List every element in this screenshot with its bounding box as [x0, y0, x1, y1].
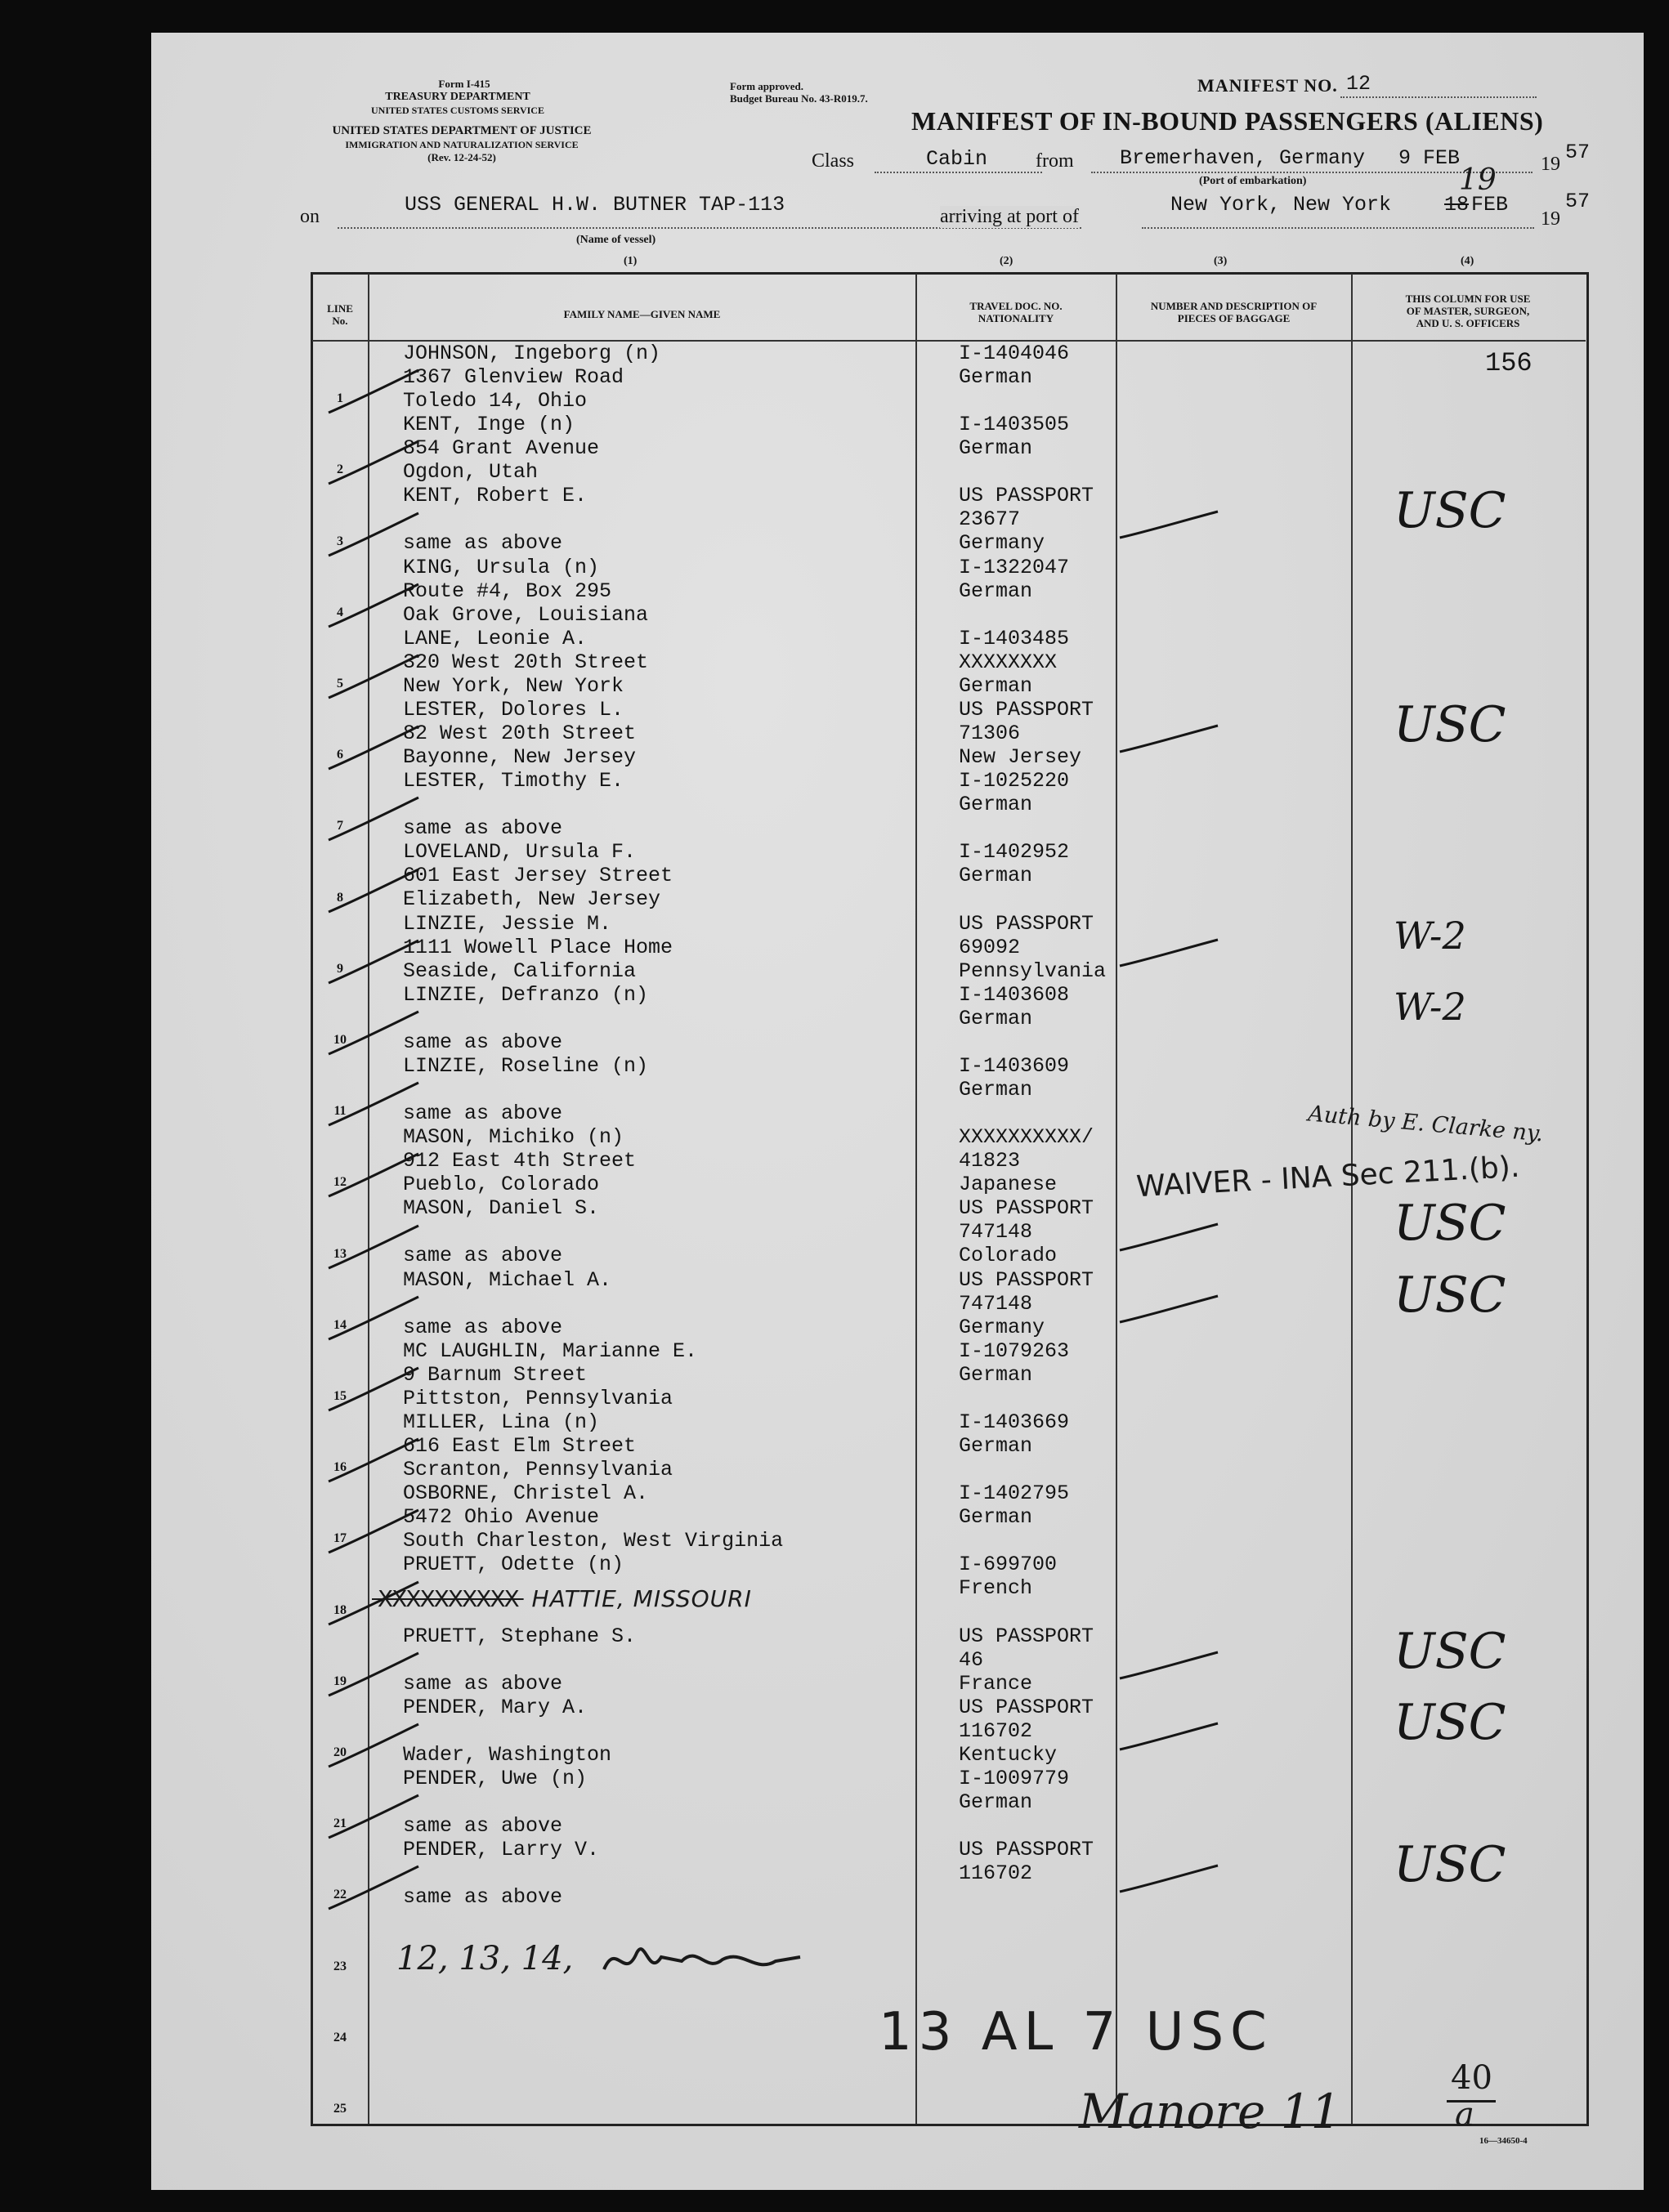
line18-address-handwritten [372, 1585, 752, 1612]
travel-doc-line: Pennsylvania [959, 959, 1107, 983]
line-number: 8 [337, 890, 343, 905]
table-row [151, 1412, 1582, 1483]
arrival-port: New York, New York [1170, 193, 1392, 217]
from-year-prefix: 19 [1541, 154, 1560, 175]
table-row [151, 1982, 1582, 2053]
passenger-address: Seaside, California [403, 959, 637, 983]
arrival-month: FEB [1471, 193, 1509, 217]
passenger-address: same as above [403, 1102, 563, 1125]
passenger-address: 82 West 20th Street [403, 722, 637, 745]
passenger-address: Elizabeth, New Jersey [403, 887, 661, 912]
passenger-name: LOVELAND, Ursula F. [403, 840, 637, 865]
arrival-year-suffix: 57 [1565, 190, 1591, 213]
officer-note: USC [1394, 1836, 1506, 1894]
form-approved: Form approved. [730, 80, 804, 92]
table-row [151, 628, 1582, 699]
officer-note: W-2 [1394, 984, 1466, 1029]
passenger-address: same as above [403, 816, 563, 841]
passenger-address: 912 East 4th Street [403, 1149, 637, 1173]
travel-doc-line: US PASSPORT [959, 1196, 1094, 1221]
baggage-dash-stroke [1116, 1717, 1222, 1758]
travel-doc-line: US PASSPORT [959, 1267, 1094, 1292]
table-row [151, 982, 1582, 1056]
officer-note: W-2 [1394, 913, 1466, 958]
officer-note: 156 [1485, 348, 1533, 378]
table-row [151, 911, 1582, 985]
hdr-baggage: NUMBER AND DESCRIPTION OF PIECES OF BAGGAGE [1150, 300, 1318, 324]
col-num-2: (2) [1000, 255, 1013, 267]
passenger-address: Route #4, Box 295 [403, 579, 612, 603]
travel-doc-line: 747148 [959, 1220, 1033, 1245]
line-number: 19 [333, 1674, 347, 1688]
travel-doc-line: 46 [959, 1647, 984, 1672]
line-number: 25 [333, 2101, 347, 2116]
travel-doc-line: US PASSPORT [959, 698, 1094, 722]
travel-doc-line: Kentucky [959, 1742, 1058, 1767]
baggage-dash-stroke [1116, 1218, 1222, 1258]
travel-doc-line: I-1403669 [959, 1410, 1070, 1434]
travel-doc-line: Germany [959, 1315, 1045, 1339]
footer-code: 16—34650-4 [1479, 2136, 1528, 2146]
officer-note: USC [1394, 1693, 1506, 1751]
hdr-line-no: LINE No. [327, 302, 353, 327]
line-number: 2 [337, 463, 343, 477]
col-num-1: (1) [624, 255, 638, 267]
table-row [151, 1266, 1582, 1341]
baggage-dash-stroke [1116, 933, 1222, 974]
travel-doc-line: German [959, 1505, 1033, 1530]
travel-doc-line: Japanese [959, 1173, 1058, 1197]
passenger-address: Ogdon, Utah [403, 460, 539, 485]
travel-doc-line: XXXXXXXXXX/ [959, 1125, 1094, 1150]
travel-doc-line: I-1025220 [959, 769, 1070, 793]
ins-label: IMMIGRATION AND NATURALIZATION SERVICE [345, 139, 579, 150]
arrival-day-handwritten: 19 [1459, 163, 1497, 197]
passenger-name: KENT, Inge (n) [403, 413, 575, 437]
travel-doc-line: I-1402795 [959, 1481, 1070, 1506]
baggage-dash-stroke [1116, 1646, 1222, 1687]
summary-fraction-top: 40 [1451, 2059, 1492, 2097]
line-number: 10 [333, 1032, 347, 1047]
travel-doc-line: I-1402952 [959, 840, 1070, 865]
passenger-address: Toledo 14, Ohio [403, 389, 588, 413]
class-label: Class [812, 150, 855, 172]
passenger-address: Oak Grove, Louisiana [403, 602, 649, 627]
manifest-no-label: MANIFEST NO. [1197, 75, 1338, 96]
travel-doc-line: I-1403485 [959, 626, 1070, 650]
travel-doc-line: I-1322047 [959, 555, 1070, 579]
passenger-name: PRUETT, Odette (n) [403, 1553, 624, 1577]
from-year-suffix: 57 [1565, 141, 1591, 164]
col-num-3: (3) [1214, 255, 1228, 267]
line-number: 4 [337, 605, 343, 619]
manifest-sheet [151, 33, 1644, 2190]
line-number: 18 [333, 1602, 347, 1617]
passenger-address: same as above [403, 1671, 563, 1696]
passenger-address: New York, New York [403, 673, 624, 698]
travel-doc-line: German [959, 673, 1033, 698]
travel-doc-line: German [959, 1362, 1033, 1387]
table-row [151, 842, 1582, 913]
port-embark-label: (Port of embarkation) [1199, 175, 1307, 187]
travel-doc-line: Germany [959, 531, 1045, 556]
passenger-address: same as above [403, 1030, 563, 1054]
passenger-address: Bayonne, New Jersey [403, 745, 637, 769]
summary-handwritten-1: 13 AL 7 USC [879, 2002, 1273, 2062]
vessel-label: (Name of vessel) [576, 234, 656, 246]
table-row [151, 771, 1582, 842]
travel-doc-line: German [959, 1434, 1033, 1458]
baggage-dash-stroke [1116, 1289, 1222, 1330]
table-row [151, 1483, 1582, 1554]
travel-doc-line: I-1009779 [959, 1767, 1070, 1790]
class-underline [875, 172, 1042, 173]
line-number: 9 [337, 961, 343, 976]
doj-label: UNITED STATES DEPARTMENT OF JUSTICE [332, 124, 592, 137]
passenger-name: MASON, Michael A. [403, 1267, 612, 1292]
passenger-address: same as above [403, 1315, 563, 1339]
table-row [151, 1836, 1582, 1910]
line12-remark-waiver: WAIVER - INA Sec 211.(b). [1135, 1150, 1521, 1204]
travel-doc-line: XXXXXXXX [959, 650, 1058, 674]
travel-doc-line: Colorado [959, 1244, 1058, 1268]
table-row [151, 1195, 1582, 1269]
table-row [151, 1622, 1582, 1697]
line-number: 23 [333, 1959, 347, 1973]
passenger-address: same as above [403, 1814, 563, 1838]
passenger-name: LINZIE, Roseline (n) [403, 1054, 649, 1078]
passenger-name: MILLER, Lina (n) [403, 1410, 600, 1434]
table-row [151, 1693, 1582, 1768]
travel-doc-line: German [959, 1790, 1033, 1814]
travel-doc-line: I-699700 [959, 1553, 1058, 1577]
passenger-address: 616 East Elm Street [403, 1434, 637, 1458]
line-number: 21 [333, 1817, 347, 1831]
customs-service: UNITED STATES CUSTOMS SERVICE [371, 105, 544, 116]
line23-lines: 12, 13, 14, [396, 1940, 574, 1977]
table-row [151, 557, 1582, 628]
table-row [151, 482, 1582, 556]
line-number: 24 [333, 2030, 347, 2044]
line18-address: HATTIE, MISSOURI [531, 1585, 752, 1612]
travel-doc-line: I-1079263 [959, 1338, 1070, 1363]
line-number: 3 [337, 534, 343, 548]
officer-note: USC [1394, 1195, 1506, 1253]
class-value: Cabin [926, 147, 988, 171]
travel-doc-line: German [959, 1006, 1033, 1030]
line-number: 11 [333, 1104, 347, 1119]
table-row [151, 1910, 1582, 1982]
travel-doc-line: German [959, 793, 1033, 817]
travel-doc-line: US PASSPORT [959, 911, 1094, 936]
table-row [151, 343, 1582, 414]
travel-doc-line: French [959, 1576, 1033, 1601]
line-number: 12 [333, 1175, 347, 1190]
passenger-name: LINZIE, Defranzo (n) [403, 982, 649, 1007]
officer-note: USC [1394, 696, 1506, 753]
passenger-name: LANE, Leonie A. [403, 626, 588, 650]
travel-doc-line: German [959, 579, 1033, 603]
vessel-name: USS GENERAL H.W. BUTNER TAP-113 [405, 193, 785, 217]
passenger-address: 854 Grant Avenue [403, 436, 600, 461]
travel-doc-line: 41823 [959, 1149, 1021, 1173]
line-number: 7 [337, 819, 343, 833]
passenger-name: KING, Ursula (n) [403, 555, 600, 579]
signature-scrawl [600, 1937, 804, 1986]
passenger-name: PENDER, Uwe (n) [403, 1767, 588, 1790]
travel-doc-line: I-1403609 [959, 1054, 1070, 1078]
passenger-address: Pueblo, Colorado [403, 1173, 600, 1197]
manifest-no-underline [1340, 96, 1537, 98]
arrival-underline [1142, 227, 1534, 229]
arrival-year-prefix: 19 [1541, 208, 1560, 230]
travel-doc-line: France [959, 1671, 1033, 1696]
form-number: Form I-415 [438, 78, 490, 90]
line-number: 1 [337, 391, 343, 406]
hdr-travel-doc: TRAVEL DOC. NO. NATIONALITY [969, 300, 1063, 324]
manifest-title: MANIFEST OF IN-BOUND PASSENGERS (ALIENS) [911, 106, 1544, 136]
treasury-dept: TREASURY DEPARTMENT [385, 91, 530, 103]
travel-doc-line: US PASSPORT [959, 1624, 1094, 1648]
travel-doc-line: German [959, 864, 1033, 888]
table-row [151, 1554, 1582, 1625]
table-row [151, 2053, 1582, 2125]
passenger-name: MASON, Daniel S. [403, 1196, 600, 1221]
passenger-address: 601 East Jersey Street [403, 864, 673, 888]
line-number: 15 [333, 1388, 347, 1403]
hdr-family-name: FAMILY NAME—GIVEN NAME [563, 308, 721, 320]
travel-doc-line: I-1403608 [959, 982, 1070, 1007]
revision-label: (Rev. 12-24-52) [427, 151, 496, 163]
travel-doc-line: 69092 [959, 935, 1021, 959]
line-number: 14 [333, 1317, 347, 1332]
on-label: on [300, 206, 320, 227]
passenger-address: same as above [403, 531, 563, 556]
travel-doc-line: I-1403505 [959, 413, 1070, 437]
from-date: 9 FEB [1398, 146, 1461, 170]
travel-doc-line: 23677 [959, 507, 1021, 532]
line12-remark-auth: Auth by E. Clarke ny. [1307, 1101, 1545, 1147]
travel-doc-line: 71306 [959, 722, 1021, 745]
line18-struck-text: ​ XXXXXXXXXX [372, 1585, 524, 1612]
travel-doc-line: German [959, 436, 1033, 461]
passenger-address: 320 West 20th Street [403, 650, 649, 674]
passenger-address: Pittston, Pennsylvania [403, 1386, 673, 1410]
passenger-address: 1367 Glenview Road [403, 365, 624, 389]
line-number: 6 [337, 748, 343, 762]
travel-doc-line: 116702 [959, 1718, 1033, 1743]
line23-handwritten [396, 1937, 804, 1986]
manifest-no-value: 12 [1346, 72, 1371, 96]
passenger-name: PRUETT, Stephane S. [403, 1624, 637, 1648]
line-number: 13 [333, 1246, 347, 1261]
baggage-dash-stroke [1116, 1859, 1222, 1900]
line-number: 20 [333, 1745, 347, 1759]
officer-note: USC [1394, 1622, 1506, 1680]
passenger-address: 5472 Ohio Avenue [403, 1505, 600, 1530]
passenger-address: Wader, Washington [403, 1742, 612, 1767]
travel-doc-line: 116702 [959, 1861, 1033, 1886]
col-num-4: (4) [1461, 255, 1474, 267]
hdr-officers: THIS COLUMN FOR USE OF MASTER, SURGEON, AND U. S. OFFICERS [1405, 293, 1531, 329]
passenger-name: MASON, Michiko (n) [403, 1125, 624, 1150]
travel-doc-line: German [959, 1078, 1033, 1102]
travel-doc-line: I-1404046 [959, 342, 1070, 365]
baggage-dash-stroke [1116, 719, 1222, 760]
passenger-address: Scranton, Pennsylvania [403, 1458, 673, 1481]
line-number: 17 [333, 1531, 347, 1546]
passenger-name: JOHNSON, Ingeborg (n) [403, 342, 661, 365]
passenger-address: 1111 Wowell Place Home [403, 935, 673, 959]
passenger-address: South Charleston, West Virginia [403, 1529, 784, 1553]
travel-doc-line: US PASSPORT [959, 1838, 1094, 1862]
passenger-name: LESTER, Timothy E. [403, 769, 624, 793]
passenger-address: same as above [403, 1244, 563, 1268]
check-mark-stroke [324, 1860, 423, 1917]
officer-note: USC [1394, 482, 1506, 540]
arriving-label: arriving at port of [940, 206, 1079, 227]
travel-doc-line: New Jersey [959, 745, 1082, 769]
officer-note: USC [1394, 1266, 1506, 1324]
line-number: 16 [333, 1460, 347, 1475]
passenger-name: LINZIE, Jessie M. [403, 911, 612, 936]
arrival-day-struck: 18 [1444, 193, 1470, 217]
passenger-name: PENDER, Larry V. [403, 1838, 600, 1862]
from-port: Bremerhaven, Germany [1120, 146, 1366, 170]
line-number: 22 [333, 1888, 347, 1902]
travel-doc-line: German [959, 365, 1033, 389]
table-row [151, 696, 1582, 771]
passenger-address: 9 Barnum Street [403, 1362, 588, 1387]
passenger-name: PENDER, Mary A. [403, 1695, 588, 1719]
from-label: from [1036, 150, 1074, 172]
passenger-name: KENT, Robert E. [403, 484, 588, 508]
travel-doc-line: US PASSPORT [959, 484, 1094, 508]
baggage-dash-stroke [1116, 505, 1222, 546]
travel-doc-line: US PASSPORT [959, 1695, 1094, 1719]
travel-doc-line: 747148 [959, 1291, 1033, 1316]
summary-handwritten-2: Manore 11 [1079, 2084, 1341, 2139]
passenger-name: OSBORNE, Christel A. [403, 1481, 649, 1506]
budget-bureau: Budget Bureau No. 43-R019.7. [730, 92, 868, 105]
passenger-name: MC LAUGHLIN, Marianne E. [403, 1338, 698, 1363]
table-row [151, 1768, 1582, 1839]
passenger-address: same as above [403, 1885, 563, 1910]
table-row [151, 1338, 1582, 1412]
passenger-name: LESTER, Dolores L. [403, 698, 624, 722]
table-row [151, 414, 1582, 485]
line-number: 5 [337, 676, 343, 690]
summary-fraction-bottom: a [1455, 2096, 1474, 2134]
